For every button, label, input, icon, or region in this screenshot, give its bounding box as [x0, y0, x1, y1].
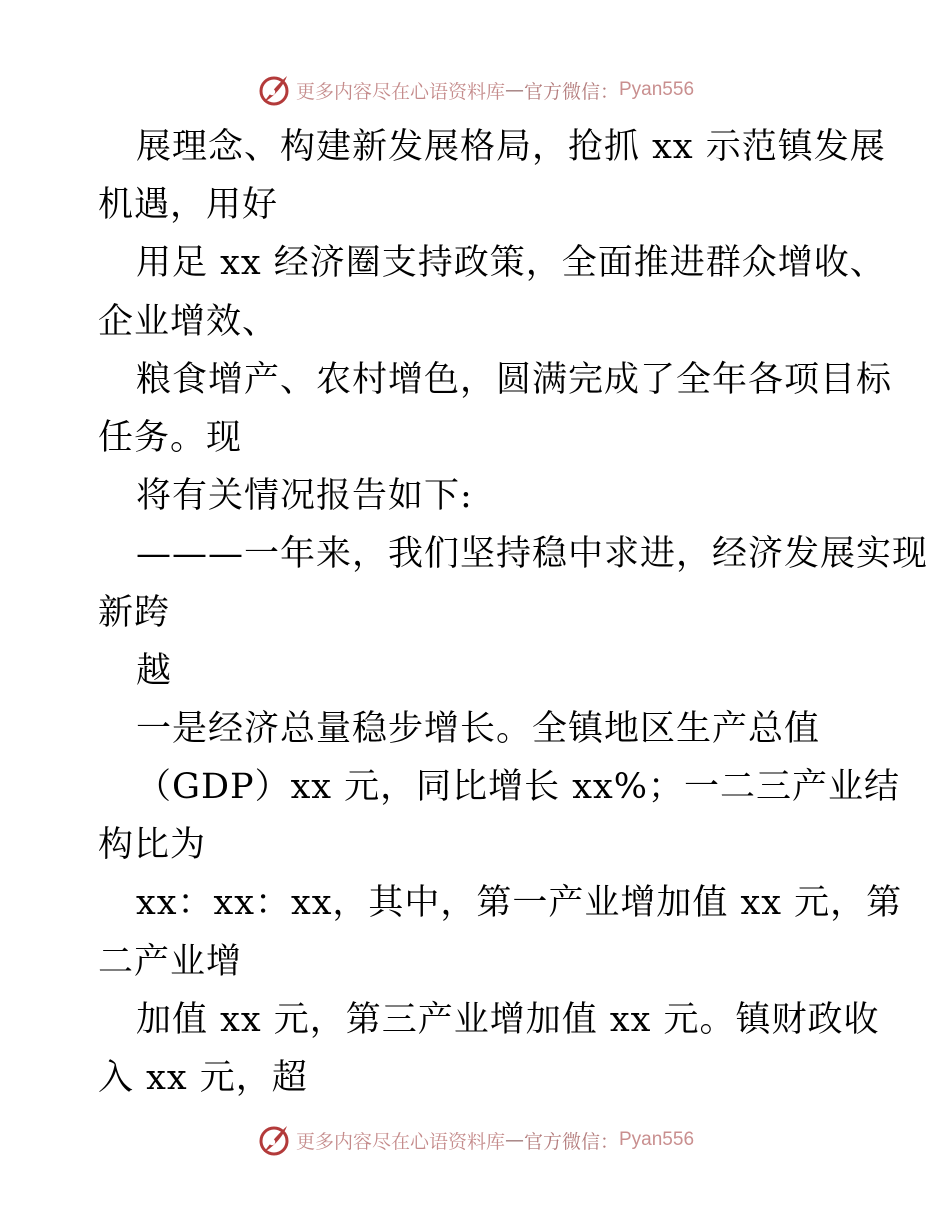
- body-text-line: 入 xx 元，超: [98, 1058, 308, 1098]
- body-text-line: 用足 xx 经济圈支持政策，全面推进群众增收、: [136, 243, 886, 284]
- watermark-dash: —: [504, 1129, 524, 1151]
- body-text-line: 将有关情况报告如下:: [136, 476, 473, 517]
- quill-logo-icon: [256, 72, 292, 108]
- header-watermark: [0, 70, 950, 110]
- watermark-official-label: 官方微信：: [523, 1130, 619, 1153]
- body-text-line: 新跨: [98, 592, 171, 633]
- watermark-wechat-id: Pyan556: [619, 1129, 695, 1150]
- footer-watermark: [0, 1120, 950, 1160]
- body-text-line: 粮食增产、农村增色，圆满完成了全年各项目标: [136, 359, 893, 400]
- body-text-line: 任务。现: [98, 417, 243, 458]
- watermark-dash: —: [504, 79, 524, 101]
- watermark-main-text: 更多内容尽在心语资料库: [295, 1130, 505, 1153]
- body-text-line: 加值 xx 元，第三产业增加值 xx 元。镇财政收: [136, 999, 880, 1040]
- body-text-line: 越: [136, 650, 173, 691]
- body-text-line: 二产业增: [98, 941, 243, 982]
- body-text-line: 机遇，用好: [98, 185, 279, 226]
- body-text-line: ———一年来，我们坚持稳中求进，经济发展实现: [136, 534, 929, 575]
- body-text-line: 企业增效、: [98, 301, 279, 342]
- body-text-line: 一是经济总量稳步增长。全镇地区生产总值: [136, 708, 821, 749]
- body-text-line: xx：xx：xx，其中，第一产业增加值 xx 元，第: [136, 883, 903, 924]
- quill-logo-icon: [256, 1122, 292, 1158]
- body-text-line: 构比为: [98, 825, 207, 866]
- watermark-wechat-id: Pyan556: [619, 79, 695, 100]
- body-text-line: （GDP）xx 元，同比增长 xx%；一二三产业结: [136, 767, 901, 808]
- body-text-line: 展理念、构建新发展格局，抢抓 xx 示范镇发展: [136, 127, 886, 167]
- document-body: [98, 118, 929, 1107]
- watermark-main-text: 更多内容尽在心语资料库: [295, 80, 505, 103]
- watermark-official-label: 官方微信：: [523, 80, 619, 103]
